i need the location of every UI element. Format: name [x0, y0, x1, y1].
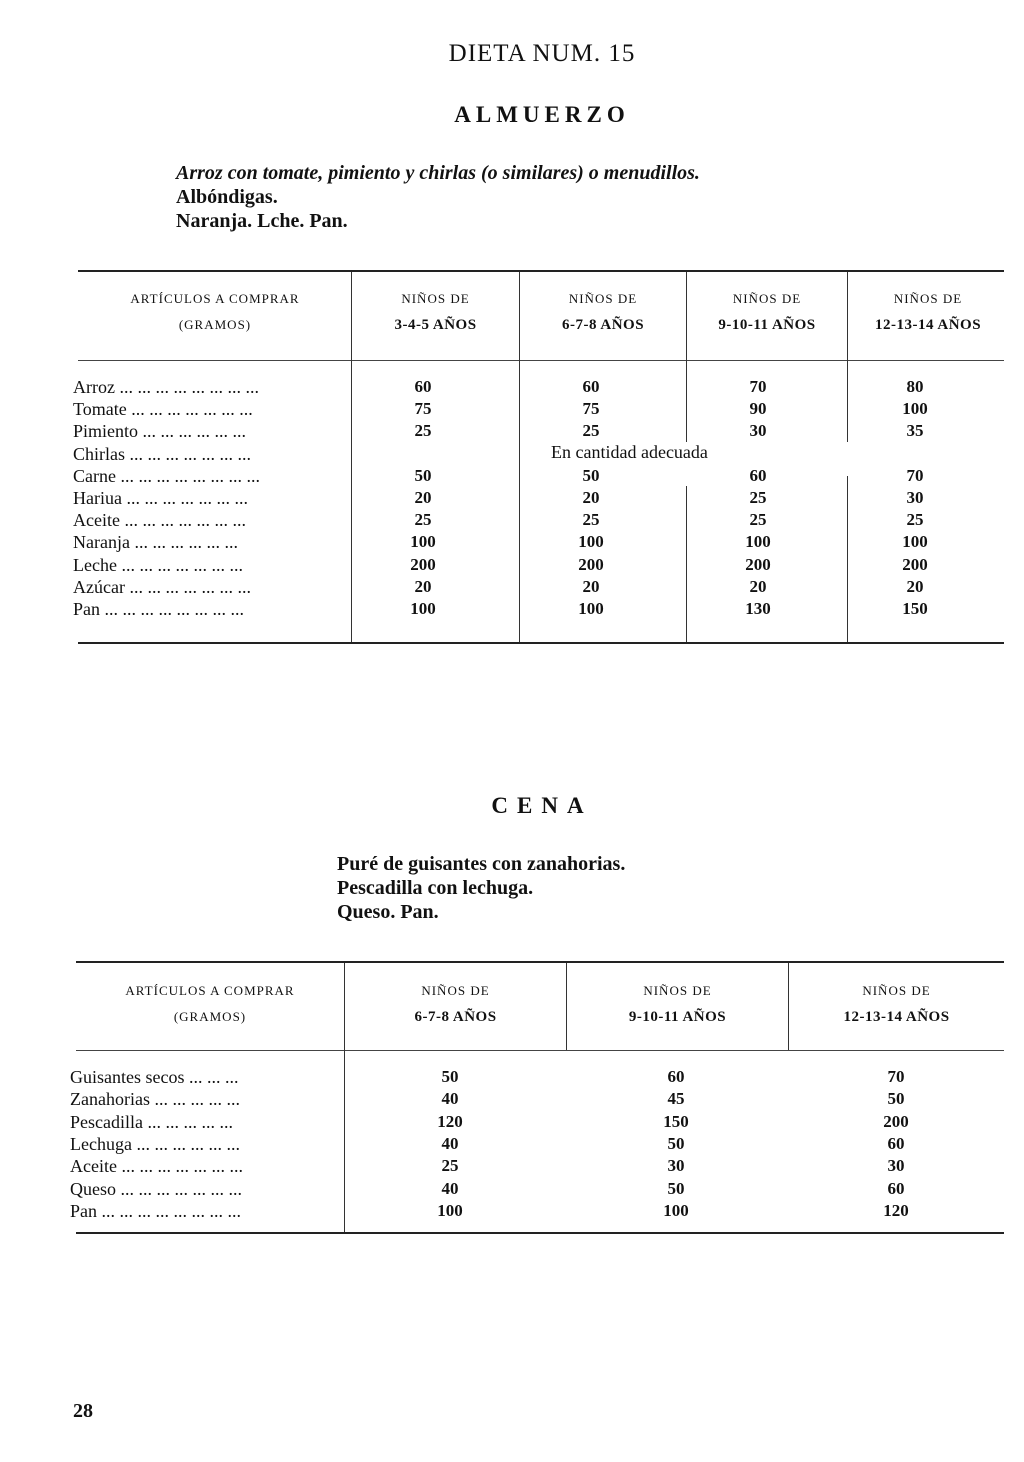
table-cell: 60: [749, 465, 767, 485]
table-cell: 50: [667, 1178, 685, 1198]
table-cell: 200: [578, 554, 604, 574]
table-cell: 60: [887, 1178, 905, 1198]
column-header-line: NIÑOS DE: [568, 291, 638, 306]
table-cell: 25: [582, 421, 600, 441]
table-rule: [76, 1232, 1004, 1234]
table-cell: 50: [667, 1133, 685, 1153]
table-cell: 50: [441, 1067, 459, 1086]
row-label: Arroz ... ... ... ... ... ... ... ...: [73, 377, 259, 397]
table-cell: 25: [414, 421, 432, 441]
table-cell: 40: [441, 1089, 459, 1109]
table-cell: 50: [582, 465, 600, 485]
table-cell: 20: [414, 488, 432, 507]
dinner-menu-line: Pescadilla con lechuga.: [337, 877, 534, 899]
row-label: Hariua ... ... ... ... ... ... ...: [73, 488, 248, 508]
column-header: [789, 978, 1004, 1030]
item-header-line: (GRAMOS): [173, 1009, 247, 1024]
lunch-menu: [176, 161, 700, 233]
table-cell: 30: [667, 1156, 685, 1176]
table-rule: [76, 961, 1004, 963]
row-label: Pan ... ... ... ... ... ... ... ...: [70, 1200, 241, 1221]
row-label: Naranja ... ... ... ... ... ...: [73, 532, 238, 553]
table-cell: 100: [410, 599, 436, 618]
column-header-age: 12-13-14 AÑOS: [874, 317, 982, 333]
table-cell: 200: [745, 554, 771, 574]
table-cell: 20: [906, 576, 924, 596]
table-cell: 120: [437, 1111, 463, 1131]
table-cell: 100: [663, 1200, 689, 1220]
column-header-age: 9-10-11 AÑOS: [628, 1009, 727, 1025]
dinner-menu-line: Queso. Pan.: [337, 901, 439, 923]
table-cell: 30: [749, 421, 767, 441]
table-cell: 25: [582, 510, 600, 530]
table-cell: 25: [906, 510, 924, 530]
table-cell: 70: [887, 1067, 905, 1086]
table-rule: [78, 642, 1004, 644]
row-label: Guisantes secos ... ... ...: [70, 1067, 239, 1087]
column-header-line: NIÑOS DE: [862, 983, 931, 998]
table-cell: 25: [441, 1156, 459, 1176]
table-cell: 40: [441, 1133, 459, 1153]
column-header: [520, 286, 686, 338]
table-cell: 60: [887, 1133, 905, 1153]
item-header: [76, 978, 344, 1030]
table-cell: 60: [582, 377, 600, 396]
row-label: Aceite ... ... ... ... ... ... ...: [70, 1156, 243, 1177]
lunch-heading: ALMUERZO: [454, 102, 630, 127]
column-header-age: 12-13-14 AÑOS: [843, 1009, 950, 1025]
column-header-age: 6-7-8 AÑOS: [414, 1009, 497, 1025]
table-cell: 100: [410, 532, 436, 552]
item-header-line: (GRAMOS): [178, 317, 252, 332]
column-header-line: NIÑOS DE: [643, 983, 712, 998]
table-cell: 130: [745, 599, 771, 618]
table-rule: [76, 1050, 1004, 1051]
row-label: Tomate ... ... ... ... ... ... ...: [73, 399, 253, 420]
dinner-menu-line: Puré de guisantes con zanahorias.: [337, 853, 626, 875]
table-cell: 60: [414, 377, 432, 396]
table-cell: 20: [582, 576, 600, 596]
row-label: Azúcar ... ... ... ... ... ... ...: [73, 576, 251, 597]
dinner-heading: CENA: [491, 793, 593, 818]
column-header: [345, 978, 566, 1030]
column-header-line: NIÑOS DE: [893, 291, 963, 306]
row-label: Chirlas ... ... ... ... ... ... ...: [73, 443, 251, 464]
row-label: Leche ... ... ... ... ... ... ...: [73, 554, 243, 575]
table-cell: 50: [887, 1089, 905, 1109]
table-cell: 70: [906, 465, 924, 485]
table-cell: 20: [582, 488, 600, 507]
table-cell: 45: [667, 1089, 685, 1109]
column-header-age: 6-7-8 AÑOS: [561, 317, 645, 333]
table-cell: 100: [437, 1200, 463, 1220]
column-header-age: 3-4-5 AÑOS: [394, 317, 477, 333]
lunch-menu-line: Arroz con tomate, pimiento y chirlas (o similares) o menudillos.: [176, 162, 700, 184]
column-header-line: NIÑOS DE: [732, 291, 802, 306]
table-cell: 120: [883, 1200, 909, 1220]
table-rule: [78, 360, 1004, 361]
table-cell: 60: [667, 1067, 685, 1086]
column-header-age: 9-10-11 AÑOS: [718, 317, 816, 333]
table-cell: 50: [414, 465, 432, 485]
table-rule: [78, 270, 1004, 272]
item-header: [80, 286, 350, 338]
lunch-menu-line: Naranja. Lche. Pan.: [176, 210, 348, 232]
table-cell: 30: [906, 488, 924, 507]
table-cell: 75: [582, 399, 600, 419]
table-cell: 70: [749, 377, 767, 396]
row-label: Aceite ... ... ... ... ... ... ...: [73, 510, 246, 531]
row-label: Pan ... ... ... ... ... ... ... ...: [73, 599, 244, 619]
table-cell: 100: [745, 532, 771, 552]
column-header: [567, 978, 788, 1030]
table-cell: 100: [578, 599, 604, 618]
row-label: Lechuga ... ... ... ... ... ...: [70, 1133, 240, 1154]
column-header-line: NIÑOS DE: [421, 983, 490, 998]
row-label: Carne ... ... ... ... ... ... ... ...: [73, 465, 260, 486]
table-cell: 35: [906, 421, 924, 441]
table-cell: 25: [749, 510, 767, 530]
table-cell: 75: [414, 399, 432, 419]
page-number: 28: [73, 1400, 93, 1422]
column-header: [352, 286, 519, 338]
table-cell: 40: [441, 1178, 459, 1198]
table-cell: 200: [902, 554, 928, 574]
table-cell: 150: [902, 599, 928, 618]
chirlas-note: En cantidad adecuada: [551, 442, 708, 462]
row-label: Pimiento ... ... ... ... ... ...: [73, 421, 247, 442]
table-cell: 80: [906, 377, 924, 396]
row-label: Queso ... ... ... ... ... ... ...: [70, 1178, 242, 1199]
table-cell: 200: [410, 554, 436, 574]
table-cell: 20: [414, 576, 432, 596]
item-header-line: ARTÍCULOS A COMPRAR: [130, 291, 300, 306]
table-cell: 20: [749, 576, 767, 596]
row-label: Pescadilla ... ... ... ... ...: [70, 1111, 233, 1132]
column-header: [848, 286, 1008, 338]
table-cell: 150: [663, 1111, 689, 1131]
dinner-menu: [337, 852, 625, 924]
table-cell: 100: [578, 532, 604, 552]
table-cell: 100: [902, 532, 928, 552]
table-cell: 25: [414, 510, 432, 530]
column-header: [687, 286, 847, 338]
item-header-line: ARTÍCULOS A COMPRAR: [125, 983, 295, 998]
table-cell: 25: [749, 488, 767, 507]
column-header-line: NIÑOS DE: [401, 291, 470, 306]
page-title: DIETA NUM. 15: [448, 40, 636, 67]
table-cell: 100: [902, 399, 928, 419]
table-cell: 200: [883, 1111, 909, 1131]
table-cell: 90: [749, 399, 767, 419]
table-cell: 30: [887, 1156, 905, 1176]
lunch-menu-line: Albóndigas.: [176, 186, 278, 208]
row-label: Zanahorias ... ... ... ... ...: [70, 1089, 240, 1110]
